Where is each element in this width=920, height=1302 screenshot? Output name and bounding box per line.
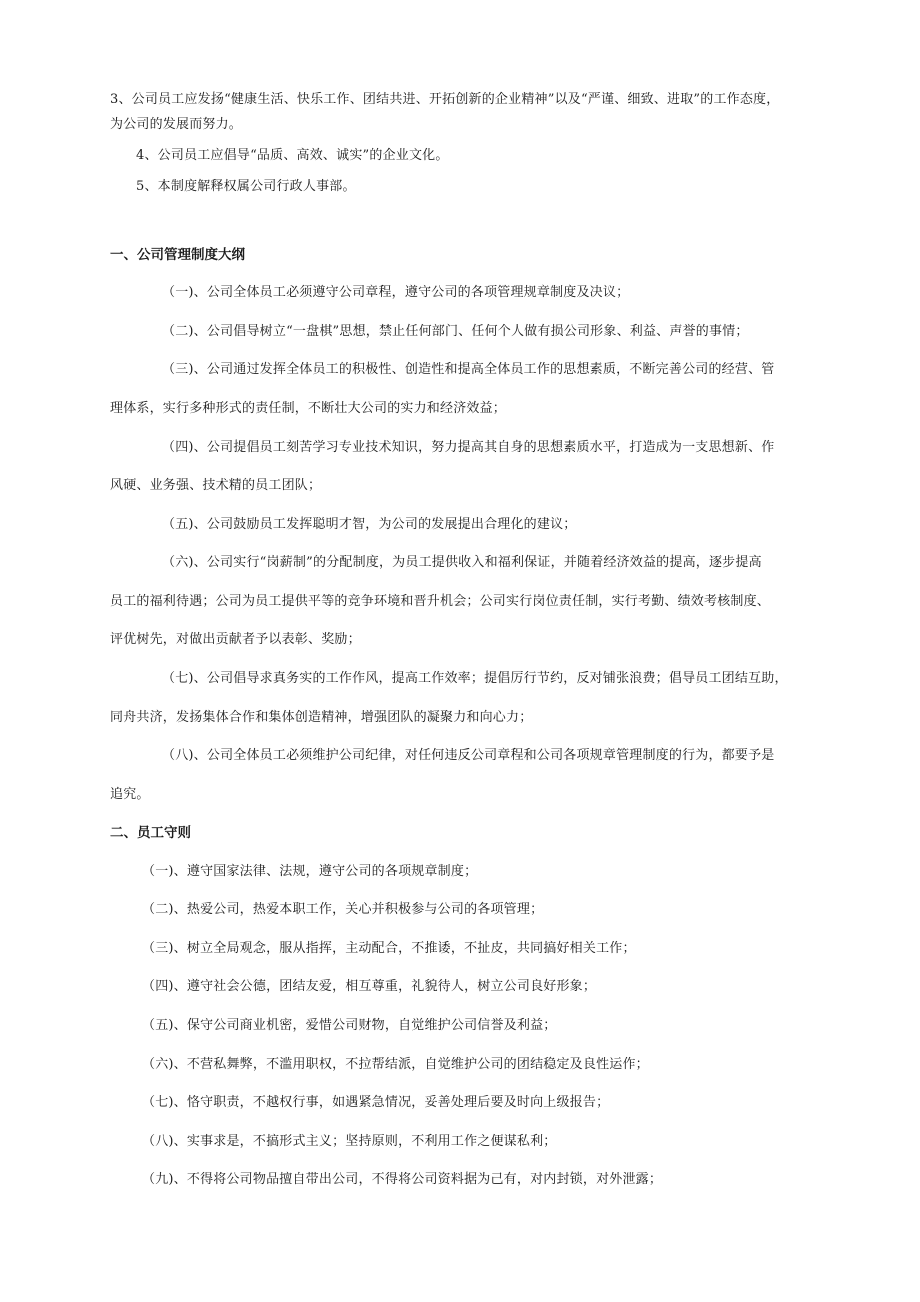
intro-paragraph-5: 5、本制度解释权属公司行政人事部。	[136, 179, 356, 194]
section-2-item-2: （二)、热爱公司，热爱本职工作，关心并积极参与公司的各项管理；	[142, 902, 544, 917]
section-1-item-4-line-1: （四)、公司提倡员工刻苦学习专业技术知识，努力提高其自身的思想素质水平，打造成为一支思想新、作	[162, 440, 775, 455]
section-1-item-7-line-2: 同舟共济，发扬集体合作和集体创造精神，增强团队的凝聚力和向心力；	[110, 710, 533, 725]
section-1-item-2: （二)、公司倡导树立“一盘棋”思想，禁止任何部门、任何个人做有损公司形象、利益、声誉的事情；	[162, 324, 749, 339]
section-1-item-5: （五)、公司鼓励员工发挥聪明才智，为公司的发展提出合理化的建议；	[162, 517, 577, 532]
section-2-item-4: （四)、遵守社会公德，团结友爱，相互尊重，礼貌待人，树立公司良好形象；	[142, 979, 597, 994]
section-1-heading: 一、公司管理制度大纲	[110, 247, 245, 263]
section-1-item-7-line-1: （七)、公司倡导求真务实的工作作风，提高工作效率；提倡厉行节约，反对铺张浪费；倡导员工团结互助，	[162, 671, 788, 686]
section-1-item-3-line-2: 理体系，实行多种形式的责任制，不断壮大公司的实力和经济效益；	[110, 401, 507, 416]
section-1-item-1: （一)、公司全体员工必须遵守公司章程，遵守公司的各项管理规章制度及决议；	[162, 285, 630, 300]
section-1-item-4-line-2: 风硬、业务强、技术精的员工团队；	[110, 478, 322, 493]
section-1-item-6-line-2: 员工的福利待遇；公司为员工提供平等的竞争环境和晋升机会；公司实行岗位责任制，实行考勤、绩效考核制度、	[110, 594, 771, 609]
section-2-item-6: （六)、不营私舞弊，不滥用职权，不拉帮结派，自觉维护公司的团结稳定及良性运作；	[142, 1057, 649, 1072]
section-1-item-3-line-1: （三)、公司通过发挥全体员工的积极性、创造性和提高全体员工作的思想素质，不断完善公司的经营、管	[162, 362, 775, 377]
intro-paragraph-4: 4、公司员工应倡导“品质、高效、诚实”的企业文化。	[136, 148, 449, 163]
section-1-item-6-line-1: （六)、公司实行“岗薪制”的分配制度，为员工提供收入和福利保证，并随着经济效益的提高，逐步提高	[162, 555, 762, 570]
section-2-item-9: （九)、不得将公司物品擅自带出公司，不得将公司资料据为己有，对内封锁，对外泄露；	[142, 1172, 663, 1187]
section-2-item-8: （八)、实事求是，不搞形式主义；坚持原则，不利用工作之便谋私利；	[142, 1134, 557, 1149]
section-2-item-1: （一)、遵守国家法律、法规，遵守公司的各项规章制度；	[142, 864, 478, 879]
section-1-item-6-line-3: 评优树先，对做出贡献者予以表彰、奖励；	[110, 632, 361, 647]
section-1-item-8-line-1: （八)、公司全体员工必须维护公司纪律，对任何违反公司章程和公司各项规章管理制度的行为，都要予是	[162, 748, 775, 763]
section-2-heading: 二、员工守则	[110, 825, 191, 841]
section-2-item-7: （七)、恪守职责，不越权行事，如遇紧急情况，妥善处理后要及时向上级报告；	[142, 1095, 610, 1110]
section-2-item-5: （五)、保守公司商业机密，爱惜公司财物，自觉维护公司信誉及利益；	[142, 1018, 557, 1033]
intro-paragraph-3-line-1: 3、公司员工应发扬“健康生活、快乐工作、团结共进、开拓创新的企业精神”以及“严谨、细致、进取”的工作态度，	[110, 92, 780, 107]
section-1-item-8-line-2: 追究。	[110, 787, 150, 802]
section-2-item-3: （三)、树立全局观念，服从指挥，主动配合，不推诿，不扯皮，共同搞好相关工作；	[142, 941, 636, 956]
intro-paragraph-3-line-2: 为公司的发展而努力。	[110, 117, 243, 132]
